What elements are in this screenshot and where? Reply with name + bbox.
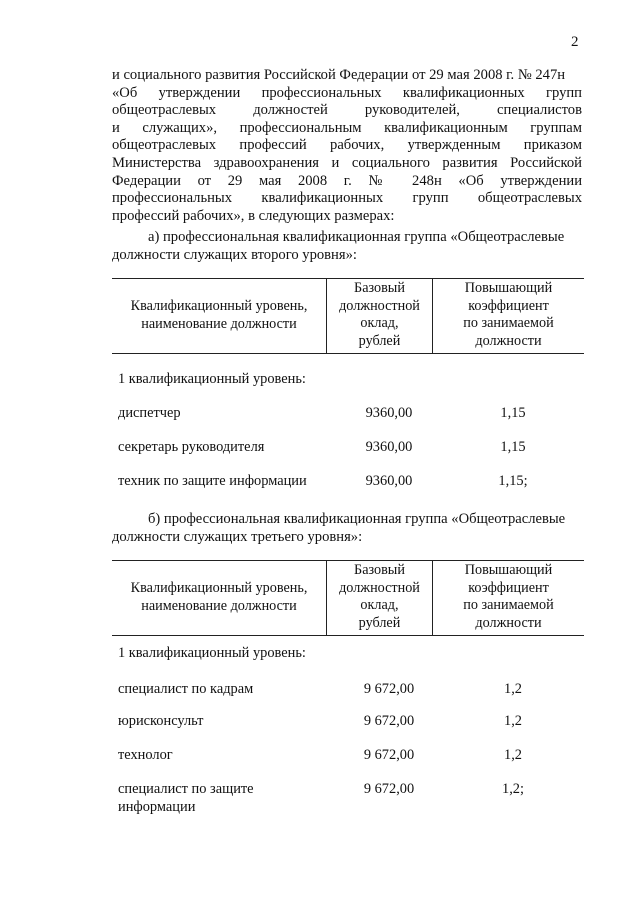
section-b-title — [112, 510, 582, 546]
base-salary: 9 672,00 — [363, 781, 415, 797]
position-name: юрисконсульт — [118, 713, 204, 729]
section-b-title-line1: б) профессиональная квалификационная группа «Общеотраслевые — [148, 511, 566, 527]
base-salary: 9 672,00 — [363, 681, 415, 697]
section-b-title-line2: должности служащих третьего уровня»: — [112, 529, 363, 545]
coefficient: 1,15; — [498, 473, 528, 489]
table-b-header-rule — [112, 635, 584, 636]
table-b-header-col2: Базовый должностной оклад, рублей — [339, 562, 420, 631]
table-b — [112, 560, 584, 830]
table-b-top-rule — [112, 560, 584, 561]
table-a-header-col3: Повышающий коэффициент по занимаемой должности — [463, 280, 554, 349]
intro-paragraph — [112, 67, 582, 225]
table-b-header-col1: Квалификационный уровень, наименование должности — [130, 580, 308, 614]
intro-line: общеотраслевых профессий рабочих, утвержденным приказом — [112, 137, 582, 154]
table-a-header-col2: Базовый должностной оклад, рублей — [339, 280, 420, 349]
coefficient: 1,15 — [500, 405, 526, 421]
table-a-header-col1: Квалификационный уровень, наименование должности — [130, 298, 308, 332]
page-number: 2 — [571, 34, 579, 50]
base-salary: 9360,00 — [365, 473, 413, 489]
base-salary: 9360,00 — [365, 439, 413, 455]
section-a-title — [112, 228, 582, 264]
coefficient: 1,2 — [504, 681, 522, 697]
position-name: диспетчер — [118, 405, 181, 421]
table-a-top-rule — [112, 278, 584, 279]
position-name: техник по защите информации — [118, 473, 307, 489]
intro-line: профессиональных квалификационных групп общеотраслевых — [112, 190, 582, 207]
section-a-title-line2: должности служащих второго уровня»: — [112, 247, 357, 263]
coefficient: 1,2 — [504, 713, 522, 729]
position-name: специалист по кадрам — [118, 681, 254, 697]
position-name: специалист по защите информации — [118, 781, 254, 815]
table-a — [112, 278, 584, 508]
position-name: технолог — [118, 747, 173, 763]
intro-line: и служащих», профессиональным квалификационным группам — [112, 119, 582, 136]
intro-line: Министерства здравоохранения и социального развития Российской — [112, 154, 582, 171]
base-salary: 9360,00 — [365, 405, 413, 421]
base-salary: 9 672,00 — [363, 747, 415, 763]
intro-line: профессий рабочих», в следующих размерах: — [112, 207, 395, 224]
position-name: секретарь руководителя — [118, 439, 265, 455]
intro-line: общеотраслевых должностей руководителей, специалистов — [112, 102, 582, 119]
base-salary: 9 672,00 — [363, 713, 415, 729]
coefficient: 1,15 — [500, 439, 526, 455]
intro-line: и социального развития Российской Федерации от 29 мая 2008 г. № 247н — [112, 67, 566, 83]
section-a-title-line1: а) профессиональная квалификационная группа «Общеотраслевые — [148, 229, 565, 245]
table-a-header-rule — [112, 353, 584, 354]
intro-line: Федерации от 29 мая 2008 г. № 248н «Об утверждении — [112, 172, 582, 189]
intro-line: «Об утверждении профессиональных квалификационных групп — [112, 84, 582, 101]
table-b-header-col3: Повышающий коэффициент по занимаемой должности — [463, 562, 554, 631]
coefficient: 1,2 — [504, 747, 522, 763]
coefficient: 1,2; — [502, 781, 524, 797]
level-label: 1 квалификационный уровень: — [118, 371, 306, 387]
level-label: 1 квалификационный уровень: — [118, 645, 306, 661]
